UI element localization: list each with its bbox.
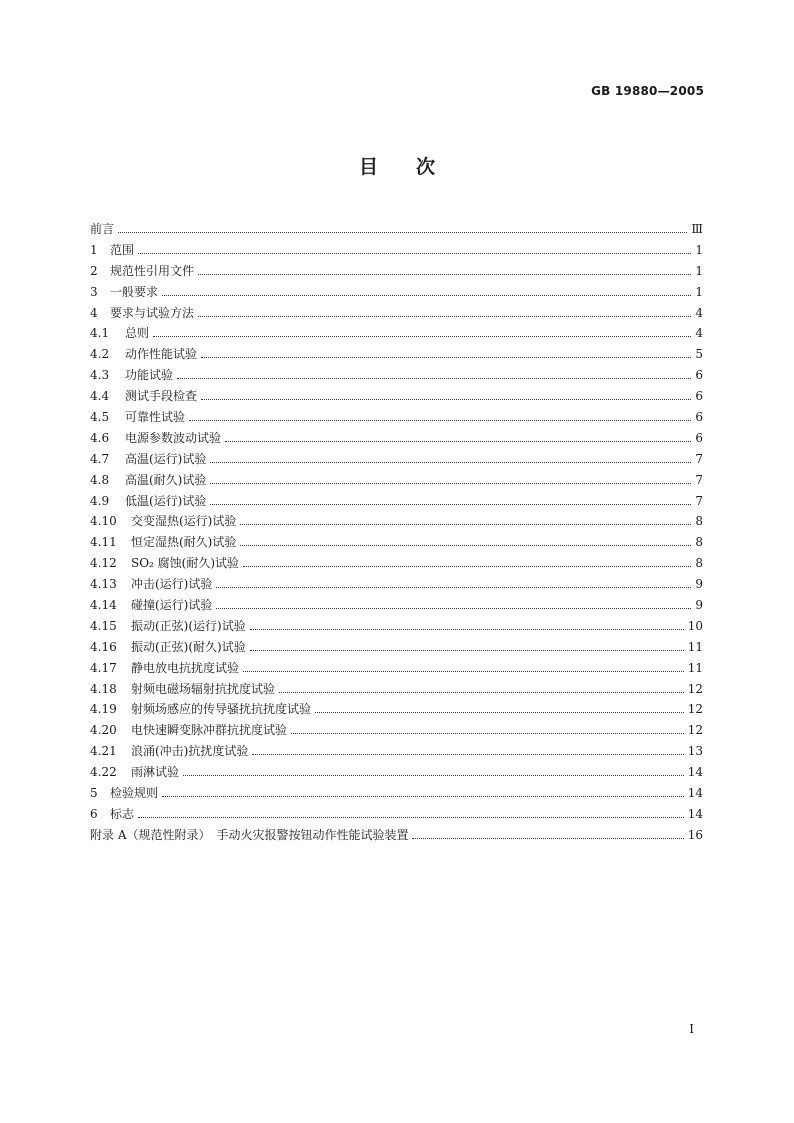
toc-entry-number: 4.17 [90,660,117,675]
toc-leader-dots [291,724,684,734]
toc-entry-page: 11 [687,660,703,675]
toc-entry-page: 12 [687,681,703,696]
toc-entry-title: 射频场感应的传导骚扰抗扰度试验 [131,702,312,717]
toc-entry-number: 4.18 [90,681,117,696]
toc-entry-number: 4.19 [90,702,117,717]
toc-entry-page: 12 [687,702,703,717]
toc-entry[interactable] [90,741,703,762]
toc-entry-title: 恒定湿热(耐久)试验 [131,535,237,550]
page-number: I [689,1022,694,1036]
toc-entry-page: 6 [695,410,703,425]
toc-entry-title: 测试手段检查 [125,389,198,404]
toc-entry-page: 5 [695,347,703,362]
toc-leader-dots [210,453,691,463]
toc-entry-number: 4.22 [90,765,117,780]
toc-entry[interactable] [90,511,703,532]
toc-entry-title: 射频电磁场辐射抗扰度试验 [131,681,276,696]
standard-code: GB 19880—2005 [591,84,704,98]
toc-entry[interactable] [90,407,703,428]
toc-entry-number: 4.1 [90,326,110,341]
toc-entry-title: 交变湿热(运行)试验 [131,514,237,529]
toc-entry-number: 4.7 [90,451,110,466]
toc-entry-number: 4.2 [90,347,110,362]
toc-entry[interactable] [90,261,703,282]
toc-entry-title: 低温(运行)试验 [125,493,207,508]
toc-leader-dots [315,703,684,713]
toc-leader-dots [279,683,684,693]
toc-leader-dots [216,578,691,588]
toc-leader-dots [243,557,691,567]
toc-entry-title: 雨淋试验 [131,765,180,780]
toc-entry[interactable] [90,240,703,261]
toc-entry-page: 14 [687,806,703,821]
toc-entry-page: 13 [687,744,703,759]
toc-entry-number: 4.5 [90,410,110,425]
toc-entry-page: 8 [695,535,703,550]
toc-entry-number: 4.8 [90,472,110,487]
toc-entry-page: 6 [695,368,703,383]
toc-entry-title: 冲击(运行)试验 [131,577,213,592]
toc-entry-number: 4 [90,305,98,320]
toc-entry-title: 静电放电抗扰度试验 [131,660,240,675]
toc-leader-dots [210,495,691,505]
toc-entry[interactable] [90,219,703,240]
toc-leader-dots [189,411,691,421]
toc-entry-page: 7 [695,472,703,487]
toc-leader-dots [118,223,687,233]
toc-entry-number: 4.14 [90,598,117,613]
toc-entry-number: 6 [90,806,98,821]
toc-entry-page: 10 [687,618,703,633]
toc-entry-number: 4.4 [90,389,110,404]
toc-entry-title: 振动(正弦)(耐久)试验 [131,639,246,654]
toc-entry-number: 4.11 [90,535,117,550]
toc-entry-page: 16 [687,827,703,842]
toc-entry[interactable] [90,616,703,637]
toc-entry-page: 11 [687,639,703,654]
toc-entry-number: 4.3 [90,368,110,383]
toc-leader-dots [198,307,691,317]
toc-entry[interactable] [90,449,703,470]
toc-entry-number: 5 [90,786,98,801]
toc-entry-number: 3 [90,284,98,299]
toc-leader-dots [138,808,684,818]
toc-entry-title: 功能试验 [125,368,174,383]
toc-leader-dots [201,390,691,400]
toc-entry[interactable] [90,303,703,324]
toc-entry-number: 4.6 [90,430,110,445]
toc-leader-dots [162,787,684,797]
toc-entry-number: 4.10 [90,514,117,529]
toc-entry[interactable] [90,365,703,386]
toc-leader-dots [153,327,691,337]
toc-entry-page: 8 [695,556,703,571]
toc-entry-page: 8 [695,514,703,529]
toc-entry-number: 4.21 [90,744,117,759]
toc-entry[interactable] [90,386,703,407]
toc-entry-page: 6 [695,389,703,404]
toc-entry[interactable] [90,825,703,846]
toc-leader-dots [162,286,691,296]
toc-entry-title: 可靠性试验 [125,410,186,425]
toc-entry-page: 1 [695,284,703,299]
toc-entry-title: 电快速瞬变脉冲群抗扰度试验 [131,723,288,738]
toc-entry-title: 振动(正弦)(运行)试验 [131,618,246,633]
toc-entry-title: SO₂ 腐蚀(耐久)试验 [131,556,240,571]
toc-entry-number: 4.16 [90,639,117,654]
toc-leader-dots [216,599,691,609]
page-title: 目次 [358,156,473,178]
toc-leader-dots [250,620,684,630]
toc-leader-dots [201,348,691,358]
toc-entry-title: 附录 A（规范性附录） 手动火灾报警按钮动作性能试验装置 [90,827,409,842]
toc-entry[interactable] [90,762,703,783]
toc-entry[interactable] [90,783,703,804]
toc-entry-page: 7 [695,451,703,466]
toc-entry-page: 14 [687,765,703,780]
toc-entry[interactable] [90,574,703,595]
toc-entry-page: Ⅲ [691,222,703,236]
toc-entry-title: 碰撞(运行)试验 [131,598,213,613]
toc-entry-number: 1 [90,242,98,257]
toc-entry-number: 4.13 [90,577,117,592]
toc-leader-dots [240,536,691,546]
toc-entry[interactable] [90,679,703,700]
toc-entry-page: 4 [695,305,703,320]
toc-leader-dots [138,244,691,254]
toc-entry-title: 电源参数波动试验 [125,430,222,445]
toc-entry[interactable] [90,699,703,720]
toc-entry-page: 12 [687,723,703,738]
toc-entry[interactable] [90,637,703,658]
toc-entry[interactable] [90,720,703,741]
toc-entry[interactable] [90,282,703,303]
toc-leader-dots [252,745,683,755]
toc-entry[interactable] [90,470,703,491]
toc-leader-dots [198,265,691,275]
toc-entry[interactable] [90,532,703,553]
toc-entry-title: 浪涌(冲击)抗扰度试验 [131,744,249,759]
toc-leader-dots [412,829,683,839]
toc-entry-number: 4.12 [90,556,117,571]
toc-leader-dots [225,432,691,442]
toc-leader-dots [177,369,691,379]
toc-entry-page: 6 [695,430,703,445]
toc-entry-title: 高温(耐久)试验 [125,472,207,487]
toc-entry-number: 4.15 [90,618,117,633]
toc-entry[interactable] [90,491,703,512]
toc-entry[interactable] [90,658,703,679]
toc-leader-dots [243,662,684,672]
toc-entry[interactable] [90,428,703,449]
toc-entry-title: 范围 [110,242,135,257]
toc-entry[interactable] [90,595,703,616]
toc-entry-page: 9 [695,598,703,613]
toc-entry-number: 4.20 [90,723,117,738]
toc-entry-title: 规范性引用文件 [110,263,195,278]
toc-entry-number: 2 [90,263,98,278]
toc-entry-title: 检验规则 [110,786,159,801]
table-of-contents [90,219,703,846]
toc-entry[interactable] [90,323,703,344]
toc-entry-title: 一般要求 [110,284,159,299]
toc-entry-title: 动作性能试验 [125,347,198,362]
toc-entry-page: 9 [695,577,703,592]
toc-entry-page: 14 [687,786,703,801]
toc-entry-page: 1 [695,263,703,278]
toc-leader-dots [250,641,684,651]
toc-entry-page: 4 [695,326,703,341]
toc-entry-title: 要求与试验方法 [110,305,195,320]
toc-entry-title: 标志 [110,806,135,821]
toc-leader-dots [183,766,684,776]
toc-entry-number: 4.9 [90,493,110,508]
toc-leader-dots [240,515,691,525]
toc-entry-title: 前言 [90,222,115,236]
toc-entry[interactable] [90,553,703,574]
toc-entry[interactable] [90,344,703,365]
toc-entry[interactable] [90,804,703,825]
toc-entry-page: 1 [695,242,703,257]
toc-entry-page: 7 [695,493,703,508]
toc-leader-dots [210,474,691,484]
toc-entry-title: 高温(运行)试验 [125,451,207,466]
toc-entry-title: 总则 [125,326,150,341]
